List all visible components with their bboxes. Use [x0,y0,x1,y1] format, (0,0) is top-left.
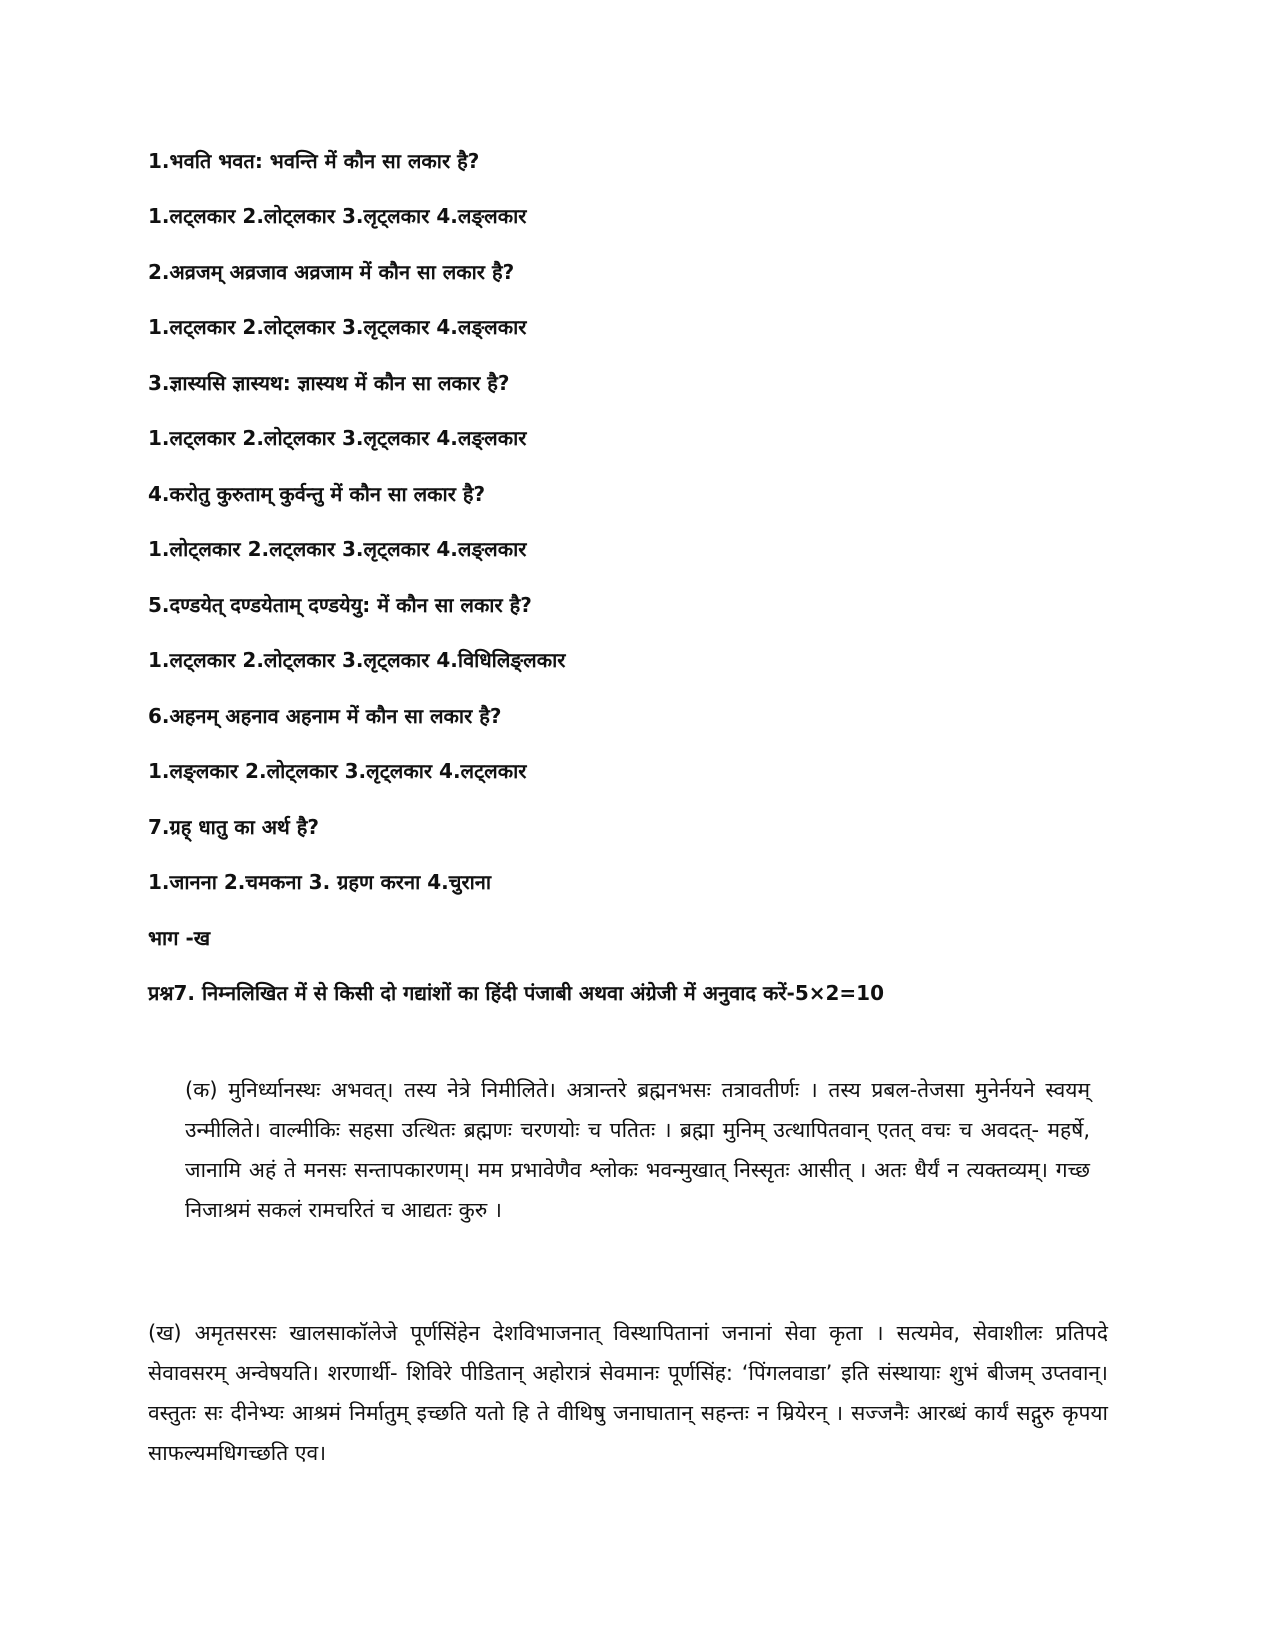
question-3: 3.ज्ञास्यसि ज्ञास्यथ: ज्ञास्यथ में कौन सा लकार है? [148,371,510,395]
section-heading: भाग -ख [148,926,211,950]
options-2: 1.लट्लकार 2.लोट्लकार 3.लृट्लकार 4.लङ्लकार [148,315,527,339]
options-3: 1.लट्लकार 2.लोट्लकार 3.लृट्लकार 4.लङ्लकार [148,426,527,450]
question-prashna-7: प्रश्न7. निम्नलिखित में से किसी दो गद्यांशों का हिंदी पंजाबी अथवा अंग्रेजी में अनुवाद करें-5×2=10 [148,981,884,1005]
question-2: 2.अव्रजम् अव्रजाव अव्रजाम में कौन सा लकार है? [148,260,515,284]
question-6: 6.अहनम् अहनाव अहनाम में कौन सा लकार है? [148,704,502,728]
options-5: 1.लट्लकार 2.लोट्लकार 3.लृट्लकार 4.विधिलिङ्लकार [148,648,566,672]
options-4: 1.लोट्लकार 2.लट्लकार 3.लृट्लकार 4.लङ्लकार [148,537,527,561]
options-7: 1.जानना 2.चमकना 3. ग्रहण करना 4.चुराना [148,870,492,894]
question-1: 1.भवति भवत: भवन्ति में कौन सा लकार है? [148,149,480,173]
question-5: 5.दण्डयेत् दण्डयेताम् दण्डयेयु: में कौन सा लकार है? [148,593,532,617]
passage-kh: (ख) अमृतसरसः खालसाकॉलेजे पूर्णसिंहेन देशविभाजनात् विस्थापितानां जनानां सेवा कृता । सत्यमेव, सेवाशीलः प्रतिपदे सेवावसरम् अन्वेषयति। शरणार्थी- शिविरे पीडितान् अहोरात्रं सेवमानः पूर्णसिंह: ‘पिंगलवाडा’ इति संस्थायाः शुभं बीजम् उप्तवान्। वस्तुतः सः दीनेभ्यः आश्रमं निर्मातुम् इच्छति यतो हि ते वीथिषु जनाघातान् सहन्तः न म्रियेरन् । सज्जनैः आरब्धं कार्यं सद्गुरु कृपया साफल्यमधिगच्छति एव। [148,1321,1108,1465]
options-6: 1.लङ्लकार 2.लोट्लकार 3.लृट्लकार 4.लट्लकार [148,759,527,783]
passage-k: (क) मुनिर्ध्यानस्थः अभवत्। तस्य नेत्रे निमीलिते। अत्रान्तरे ब्रह्मनभसः तत्रावतीर्णः । तस्य प्रबल-तेजसा मुनेर्नयने स्वयम् उन्मीलिते। वाल्मीकिः सहसा उत्थितः ब्रह्मणः चरणयोः च पतितः । ब्रह्मा मुनिम् उत्थापितवान् एतत् वचः च अवदत्- महर्षे, जानामि अहं ते मनसः सन्तापकारणम्। मम प्रभावेणैव श्लोकः भवन्मुखात् निस्सृतः आसीत् । अतः धैर्यं न त्यक्तव्यम्। गच्छ निजाश्रमं सकलं रामचरितं च आद्यतः कुरु । [185,1078,1090,1222]
question-7: 7.ग्रह् धातु का अर्थ है? [148,815,319,839]
question-4: 4.करोतु कुरुताम् कुर्वन्तु में कौन सा लकार है? [148,482,486,506]
options-1: 1.लट्लकार 2.लोट्लकार 3.लृट्लकार 4.लङ्लकार [148,204,527,228]
